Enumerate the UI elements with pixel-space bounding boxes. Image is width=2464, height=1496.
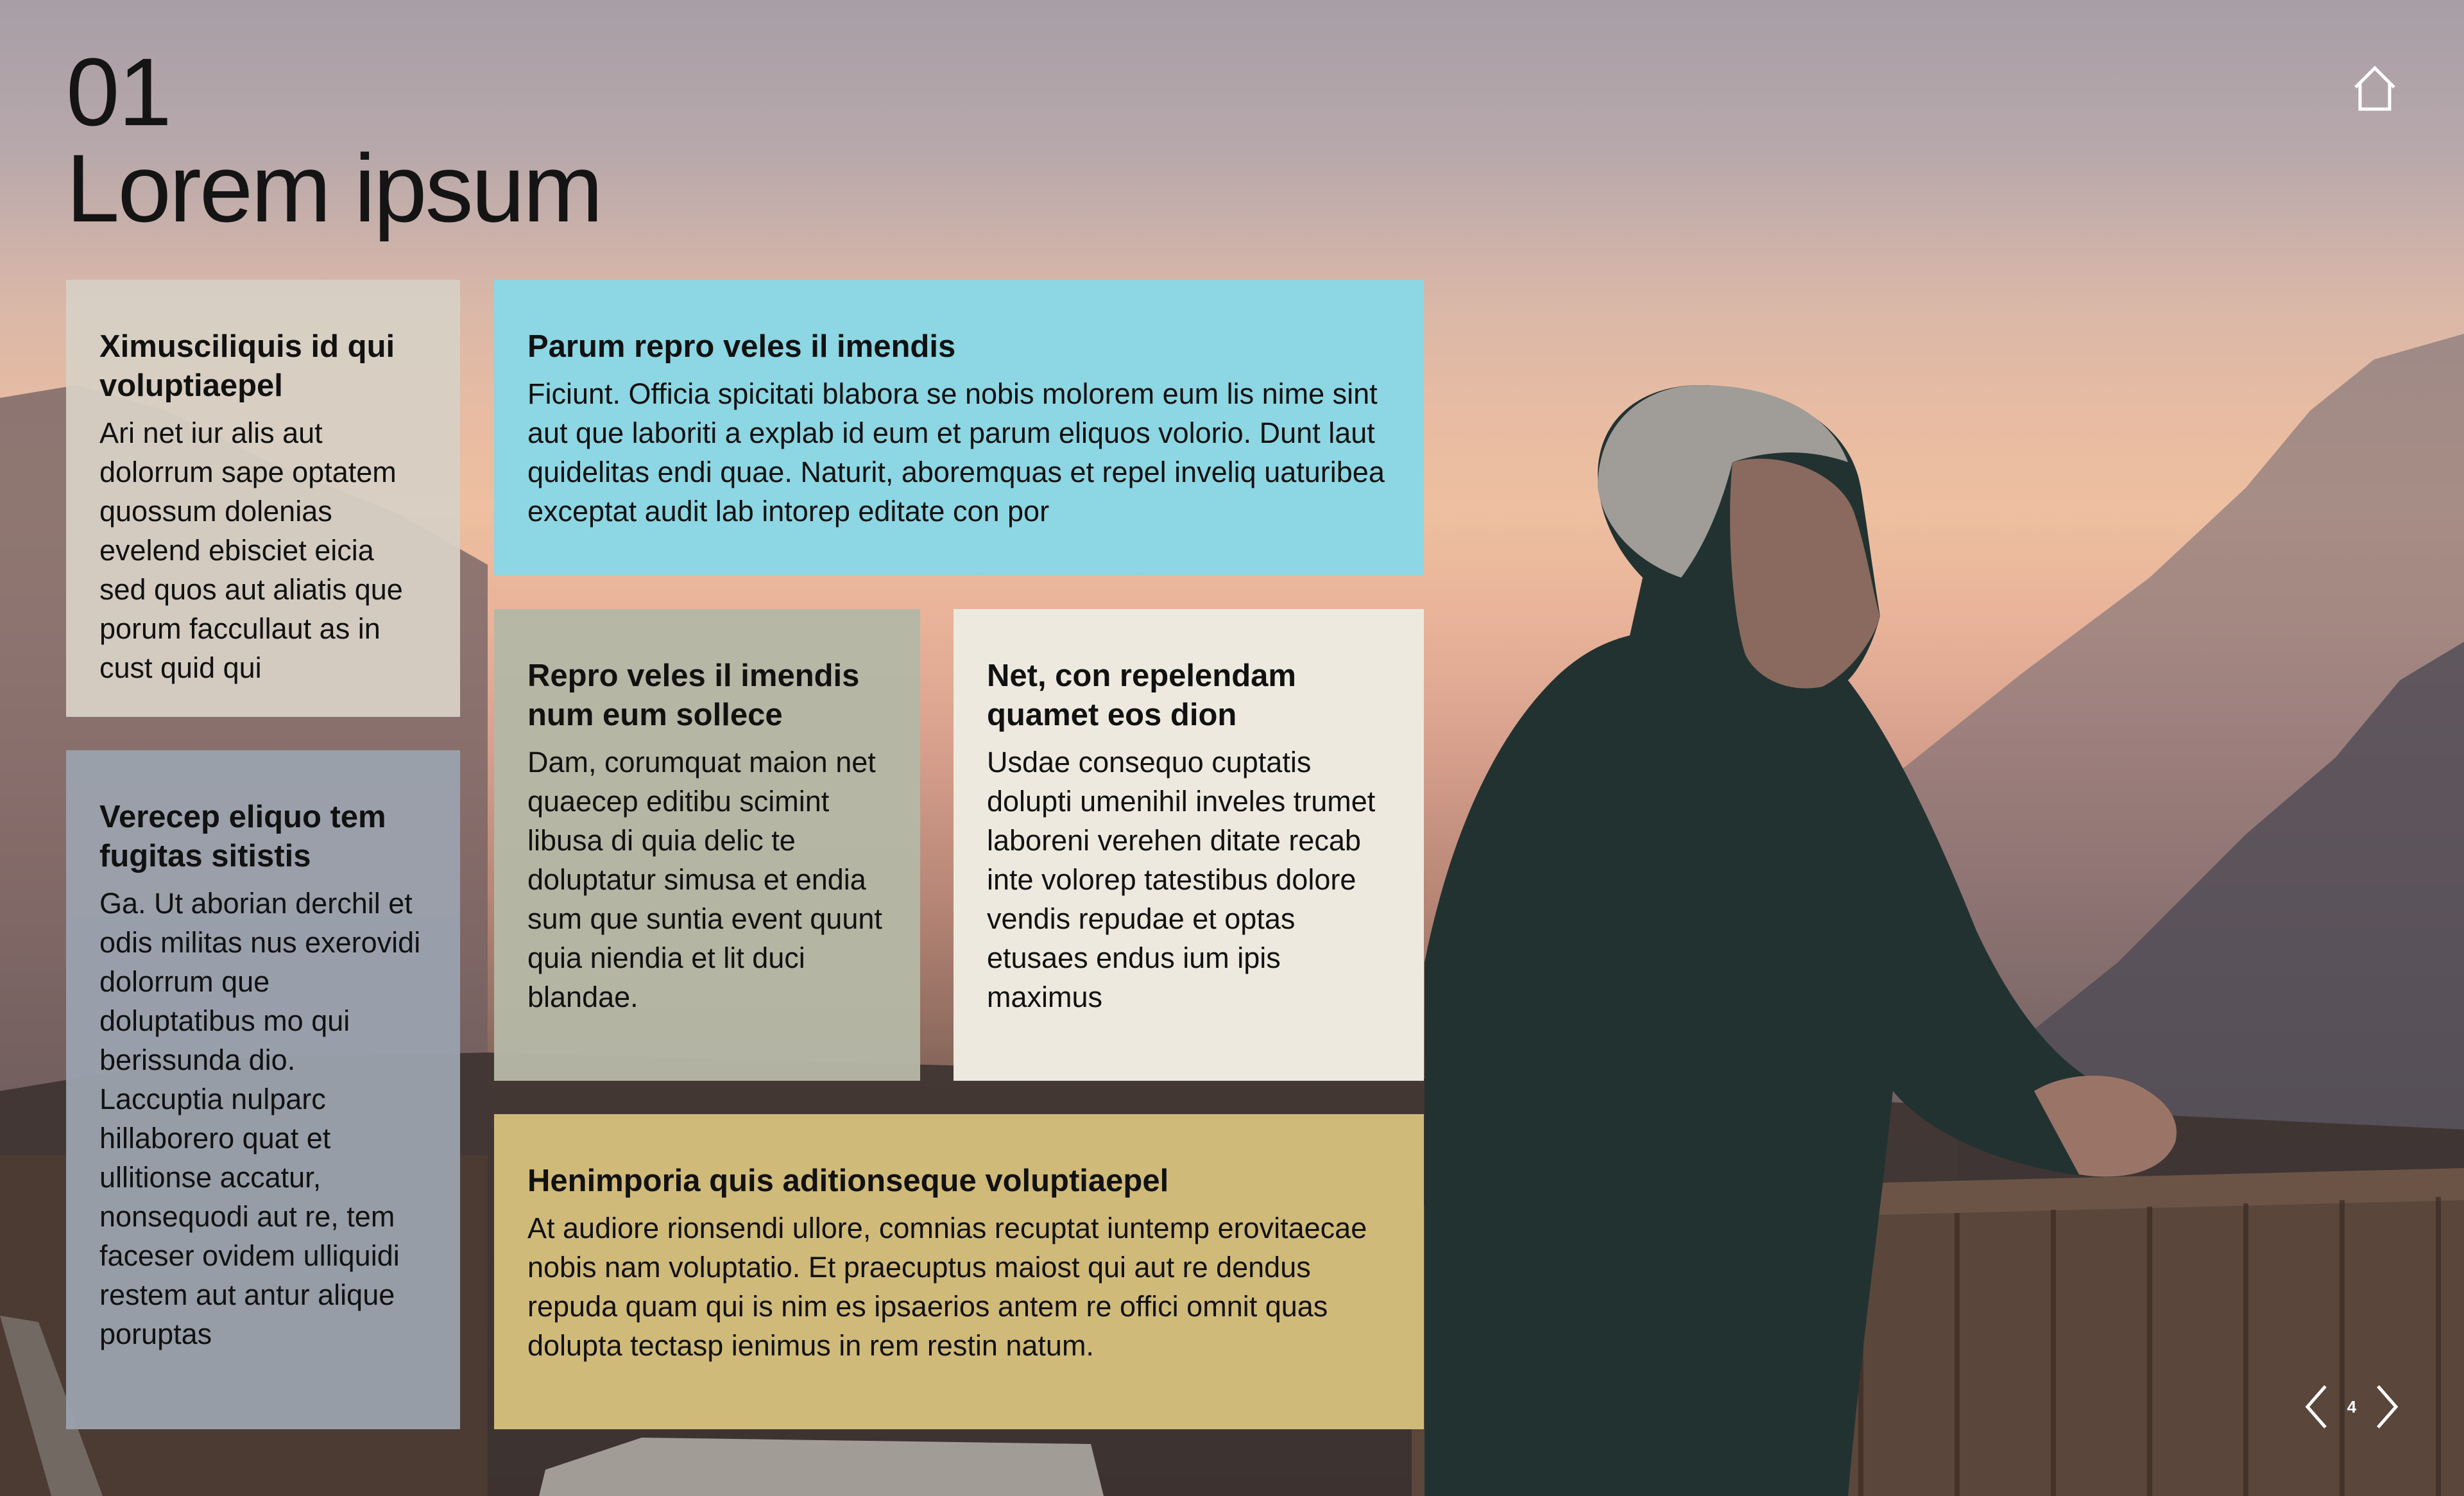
home-button[interactable] <box>2352 64 2398 113</box>
card-body: Usdae consequo cuptatis dolupti umenihil inveles trumet laboreni verehen ditate recab inte volorep tatestibus dolore vendis repudae et optas etusaes endus ium ipis maximus <box>987 746 1376 1013</box>
card-body: Ga. Ut aborian derchil et odis militas nus exerovidi dolorrum que doluptatibus mo qui berissunda dio. Laccuptia nulparc hillaborero quat et ullitionse accatur, nonsequodi aut re, tem faceser ovidem ulliquidi restem aut antur alique poruptas <box>99 887 421 1350</box>
card-body: Ari net iur alis aut dolorrum sape optatem quossum dolenias evelend ebisciet eicia sed quos aut aliatis que porum faccullaut as in cust quid qui <box>99 417 403 684</box>
info-card <box>494 609 920 1081</box>
previous-button[interactable] <box>2304 1382 2329 1431</box>
info-card <box>494 280 1424 575</box>
home-icon <box>2352 64 2398 113</box>
card-title: Parum repro veles il imendis <box>527 329 956 364</box>
page-title: Lorem ipsum <box>66 134 601 242</box>
card-body: Ficiunt. Officia spicitati blabora se nobis molorem eum lis nime sint aut que laboriti a explab id eum et parum eliquos volorio. Dunt laut quidelitas endi quae. Naturit, aboremquas et repel inveliq uaturibea exceptat audit lab intorep editate con por <box>527 377 1385 528</box>
info-card <box>66 280 460 717</box>
page-number: 4 <box>2347 1397 2357 1416</box>
chevron-left-icon <box>2304 1382 2329 1431</box>
card-title: Ximusciliquis id qui voluptiaepel <box>99 329 395 403</box>
chevron-right-icon <box>2374 1382 2400 1431</box>
slide-number: 01 <box>66 38 171 146</box>
card-title: Net, con repelendam quamet eos dion <box>987 658 1296 732</box>
next-button[interactable] <box>2374 1382 2400 1431</box>
card-body: Dam, corumquat maion net quaecep editibu scimint libusa di quia delic te doluptatur simusa et endia sum que suntia event quunt quia niendia et lit duci blandae. <box>527 746 882 1013</box>
card-title: Henimporia quis aditionseque voluptiaepel <box>527 1164 1169 1198</box>
card-title: Repro veles il imendis num eum sollece <box>527 658 860 732</box>
info-card <box>494 1114 1424 1429</box>
info-card <box>66 750 460 1429</box>
card-title: Verecep eliquo tem fugitas sitistis <box>99 800 386 873</box>
card-body: At audiore rionsendi ullore, comnias recuptat iuntemp erovitaecae nobis nam voluptatio. Et praecuptus maiost qui aut re dendus repuda quam qui is nim es ipsaerios antem re offici omnit quas dolupta tectasp ienimus in rem restin natum. <box>527 1212 1367 1362</box>
info-card <box>954 609 1424 1081</box>
pagination <box>2304 1381 2400 1432</box>
